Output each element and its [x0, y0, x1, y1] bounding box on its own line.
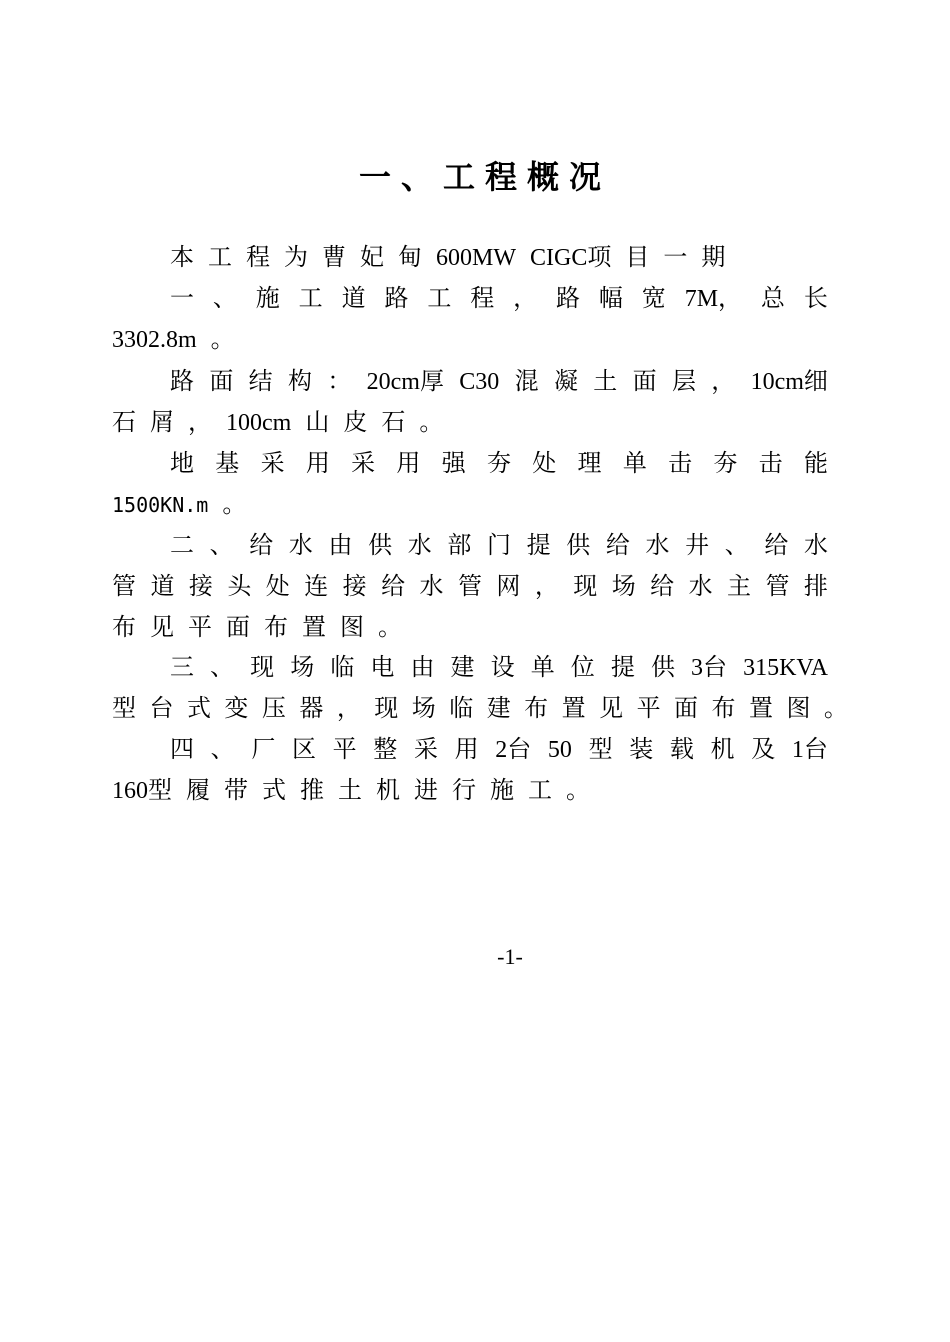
text-token: 单	[622, 451, 647, 477]
text-token: 土	[338, 778, 362, 804]
text-token: 排	[803, 574, 828, 600]
text-token: 供	[566, 533, 591, 559]
text-token: 程	[246, 245, 270, 271]
paragraph-road-line	[170, 284, 828, 314]
text-token: 门	[487, 533, 511, 559]
text-token: 。	[222, 492, 247, 518]
text-token: 为	[284, 245, 308, 271]
text-token: 三	[170, 655, 194, 681]
text-token: 置	[748, 696, 773, 722]
paragraph-water-line	[112, 613, 828, 643]
text-token: 装	[629, 737, 654, 763]
text-token: 基	[215, 451, 240, 477]
text-token: 采	[413, 737, 438, 763]
text-token: 幅	[598, 286, 623, 312]
text-token: 击	[758, 451, 783, 477]
paragraph-intro-line	[170, 243, 828, 273]
text-token: 见	[599, 696, 624, 722]
text-token: 带	[224, 778, 248, 804]
text-token: 接	[342, 574, 367, 600]
text-token: 理	[577, 451, 602, 477]
text-token: 式	[262, 778, 286, 804]
text-token: 水	[419, 574, 444, 600]
text-token: 现	[374, 696, 399, 722]
text-token: 面	[632, 369, 657, 395]
text-token: 网	[496, 574, 521, 600]
text-token: 二	[170, 533, 194, 559]
text-token: 场	[290, 655, 315, 681]
text-token: 压	[261, 696, 286, 722]
text-token: 图	[340, 615, 364, 641]
text-token: 用	[454, 737, 479, 763]
text-token: 水	[688, 574, 713, 600]
text-token: 。	[566, 778, 590, 804]
text-token: 路	[384, 286, 409, 312]
paragraph-foundation-line	[170, 449, 828, 479]
text-token: 用	[305, 451, 330, 477]
text-token: 场	[611, 574, 636, 600]
text-token: 宽	[641, 286, 666, 312]
text-token: 布	[264, 615, 288, 641]
text-token: 台	[149, 696, 174, 722]
text-token: 管	[112, 574, 136, 600]
text-token: 、	[724, 533, 749, 559]
text-token: 布	[524, 696, 549, 722]
text-token: 设	[490, 655, 515, 681]
text-token: 采	[351, 451, 376, 477]
text-token: 20cm厚	[366, 369, 444, 395]
text-token: ：	[327, 369, 352, 395]
text-token: 山	[305, 410, 330, 436]
text-token: 目	[625, 245, 650, 271]
text-token: 载	[669, 737, 694, 763]
text-token: 。	[210, 327, 235, 353]
text-token: 给	[249, 533, 274, 559]
text-token: 器	[299, 696, 324, 722]
text-token: 管	[457, 574, 482, 600]
text-token: 平	[332, 737, 357, 763]
text-token: 单	[530, 655, 555, 681]
text-token: 工	[298, 286, 323, 312]
text-token: 式	[186, 696, 211, 722]
text-token: 160型	[112, 778, 172, 804]
text-token: 一	[663, 245, 688, 271]
text-token: 区	[291, 737, 316, 763]
text-token: CIGC项	[530, 245, 612, 271]
text-token: 击	[668, 451, 693, 477]
text-token: 推	[300, 778, 324, 804]
text-token: 水	[645, 533, 670, 559]
text-token: 凝	[553, 369, 578, 395]
text-token: 道	[341, 286, 366, 312]
text-token: 石	[112, 410, 136, 436]
text-token: 厂	[251, 737, 276, 763]
text-token: 施	[255, 286, 280, 312]
text-token: 整	[373, 737, 398, 763]
text-token: 型	[112, 696, 136, 722]
text-token: 提	[526, 533, 551, 559]
paragraph-power-line	[112, 694, 848, 724]
text-token: 夯	[486, 451, 511, 477]
text-token: 、	[210, 737, 235, 763]
text-token: 进	[414, 778, 438, 804]
text-token: 给	[764, 533, 789, 559]
text-token: 由	[410, 655, 435, 681]
text-token: 。	[823, 696, 848, 722]
text-token: 1台	[791, 737, 828, 763]
text-token: 甸	[398, 245, 422, 271]
text-token: 、	[210, 655, 235, 681]
paragraph-leveling-line	[112, 776, 828, 806]
paragraph-foundation-line	[112, 490, 828, 520]
text-token: 面	[674, 696, 699, 722]
text-token: 头	[227, 574, 252, 600]
text-token: 皮	[343, 410, 368, 436]
text-token: 3台	[691, 655, 728, 681]
text-token: 本	[170, 245, 194, 271]
text-token: 布	[711, 696, 736, 722]
text-token: 图	[786, 696, 811, 722]
text-token: ，	[188, 410, 212, 436]
text-token: 布	[112, 615, 136, 641]
text-token: 供	[650, 655, 675, 681]
text-token: 1500KN.m	[112, 493, 209, 517]
text-token: 处	[532, 451, 557, 477]
text-token: 3302.8m	[112, 327, 197, 353]
text-token: 工	[208, 245, 232, 271]
text-token: 提	[610, 655, 635, 681]
text-token: 。	[419, 410, 444, 436]
paragraph-power-line	[170, 653, 828, 683]
text-token: 工	[528, 778, 552, 804]
text-token: 处	[265, 574, 290, 600]
text-token: 面	[209, 369, 234, 395]
text-token: 面	[226, 615, 250, 641]
text-token: 7M，	[684, 286, 743, 312]
text-token: 四	[170, 737, 194, 763]
text-token: 一	[170, 286, 194, 312]
text-token: 给	[650, 574, 675, 600]
paragraph-leveling-line	[170, 735, 828, 765]
text-token: 采	[260, 451, 285, 477]
paragraph-road-line	[112, 325, 828, 355]
text-token: 由	[328, 533, 353, 559]
text-token: 屑	[150, 410, 174, 436]
text-token: 连	[304, 574, 329, 600]
text-token: 。	[378, 615, 402, 641]
text-token: 变	[224, 696, 249, 722]
text-token: 机	[710, 737, 735, 763]
text-token: 置	[302, 615, 326, 641]
text-token: 构	[287, 369, 312, 395]
text-token: 10cm细	[750, 369, 828, 395]
text-token: 平	[188, 615, 212, 641]
text-token: 层	[671, 369, 696, 395]
text-token: 给	[605, 533, 630, 559]
text-token: 施	[490, 778, 514, 804]
paragraph-pavement-line	[112, 408, 828, 438]
paragraph-water-line	[170, 531, 828, 561]
text-token: 期	[701, 245, 726, 271]
text-token: 水	[804, 533, 828, 559]
text-token: 电	[370, 655, 395, 681]
text-token: 2台	[495, 737, 532, 763]
page-number: -1-	[497, 944, 523, 969]
text-token: 夯	[713, 451, 738, 477]
text-token: 机	[376, 778, 400, 804]
text-token: 315KVA	[743, 655, 828, 681]
text-token: 混	[514, 369, 539, 395]
text-token: ，	[711, 369, 736, 395]
text-token: 总	[760, 286, 785, 312]
text-token: 井	[685, 533, 710, 559]
text-token: 长	[803, 286, 828, 312]
text-token: 50	[547, 737, 572, 763]
text-token: 部	[447, 533, 472, 559]
text-token: ，	[336, 696, 361, 722]
text-token: 水	[407, 533, 432, 559]
text-token: 石	[381, 410, 406, 436]
paragraph-water-line	[112, 572, 828, 602]
text-token: 妃	[360, 245, 384, 271]
text-token: 能	[803, 451, 828, 477]
text-token: 临	[330, 655, 355, 681]
section-title: 一、工程概况	[358, 159, 611, 195]
text-token: 现	[250, 655, 275, 681]
paragraph-pavement-line	[170, 367, 828, 397]
text-token: 给	[381, 574, 406, 600]
text-token: 用	[396, 451, 421, 477]
text-token: 路	[170, 369, 194, 395]
text-token: 见	[150, 615, 174, 641]
text-token: 结	[248, 369, 273, 395]
text-token: 主	[727, 574, 751, 600]
text-token: 水	[288, 533, 313, 559]
text-token: 、	[209, 533, 234, 559]
text-token: 道	[150, 574, 175, 600]
text-token: 平	[636, 696, 661, 722]
text-token: 现	[573, 574, 598, 600]
text-token: 履	[186, 778, 210, 804]
text-token: 型	[588, 737, 613, 763]
text-token: ，	[513, 286, 538, 312]
text-token: 建	[450, 655, 475, 681]
text-token: 、	[212, 286, 237, 312]
text-token: 临	[449, 696, 474, 722]
text-token: 管	[765, 574, 790, 600]
text-token: 100cm	[226, 410, 292, 436]
text-token: 曹	[322, 245, 346, 271]
text-token: ，	[534, 574, 559, 600]
text-token: C30	[459, 369, 500, 395]
text-token: 及	[751, 737, 776, 763]
text-token: 置	[561, 696, 586, 722]
text-token: 地	[170, 451, 194, 477]
text-token: 土	[593, 369, 618, 395]
text-token: 行	[452, 778, 476, 804]
text-token: 强	[441, 451, 466, 477]
text-token: 路	[556, 286, 581, 312]
text-token: 供	[368, 533, 393, 559]
text-token: 位	[570, 655, 595, 681]
text-token: 程	[470, 286, 495, 312]
text-token: 场	[411, 696, 436, 722]
text-token: 建	[486, 696, 511, 722]
text-token: 接	[188, 574, 213, 600]
text-token: 工	[427, 286, 452, 312]
text-token: 600MW	[436, 245, 516, 271]
